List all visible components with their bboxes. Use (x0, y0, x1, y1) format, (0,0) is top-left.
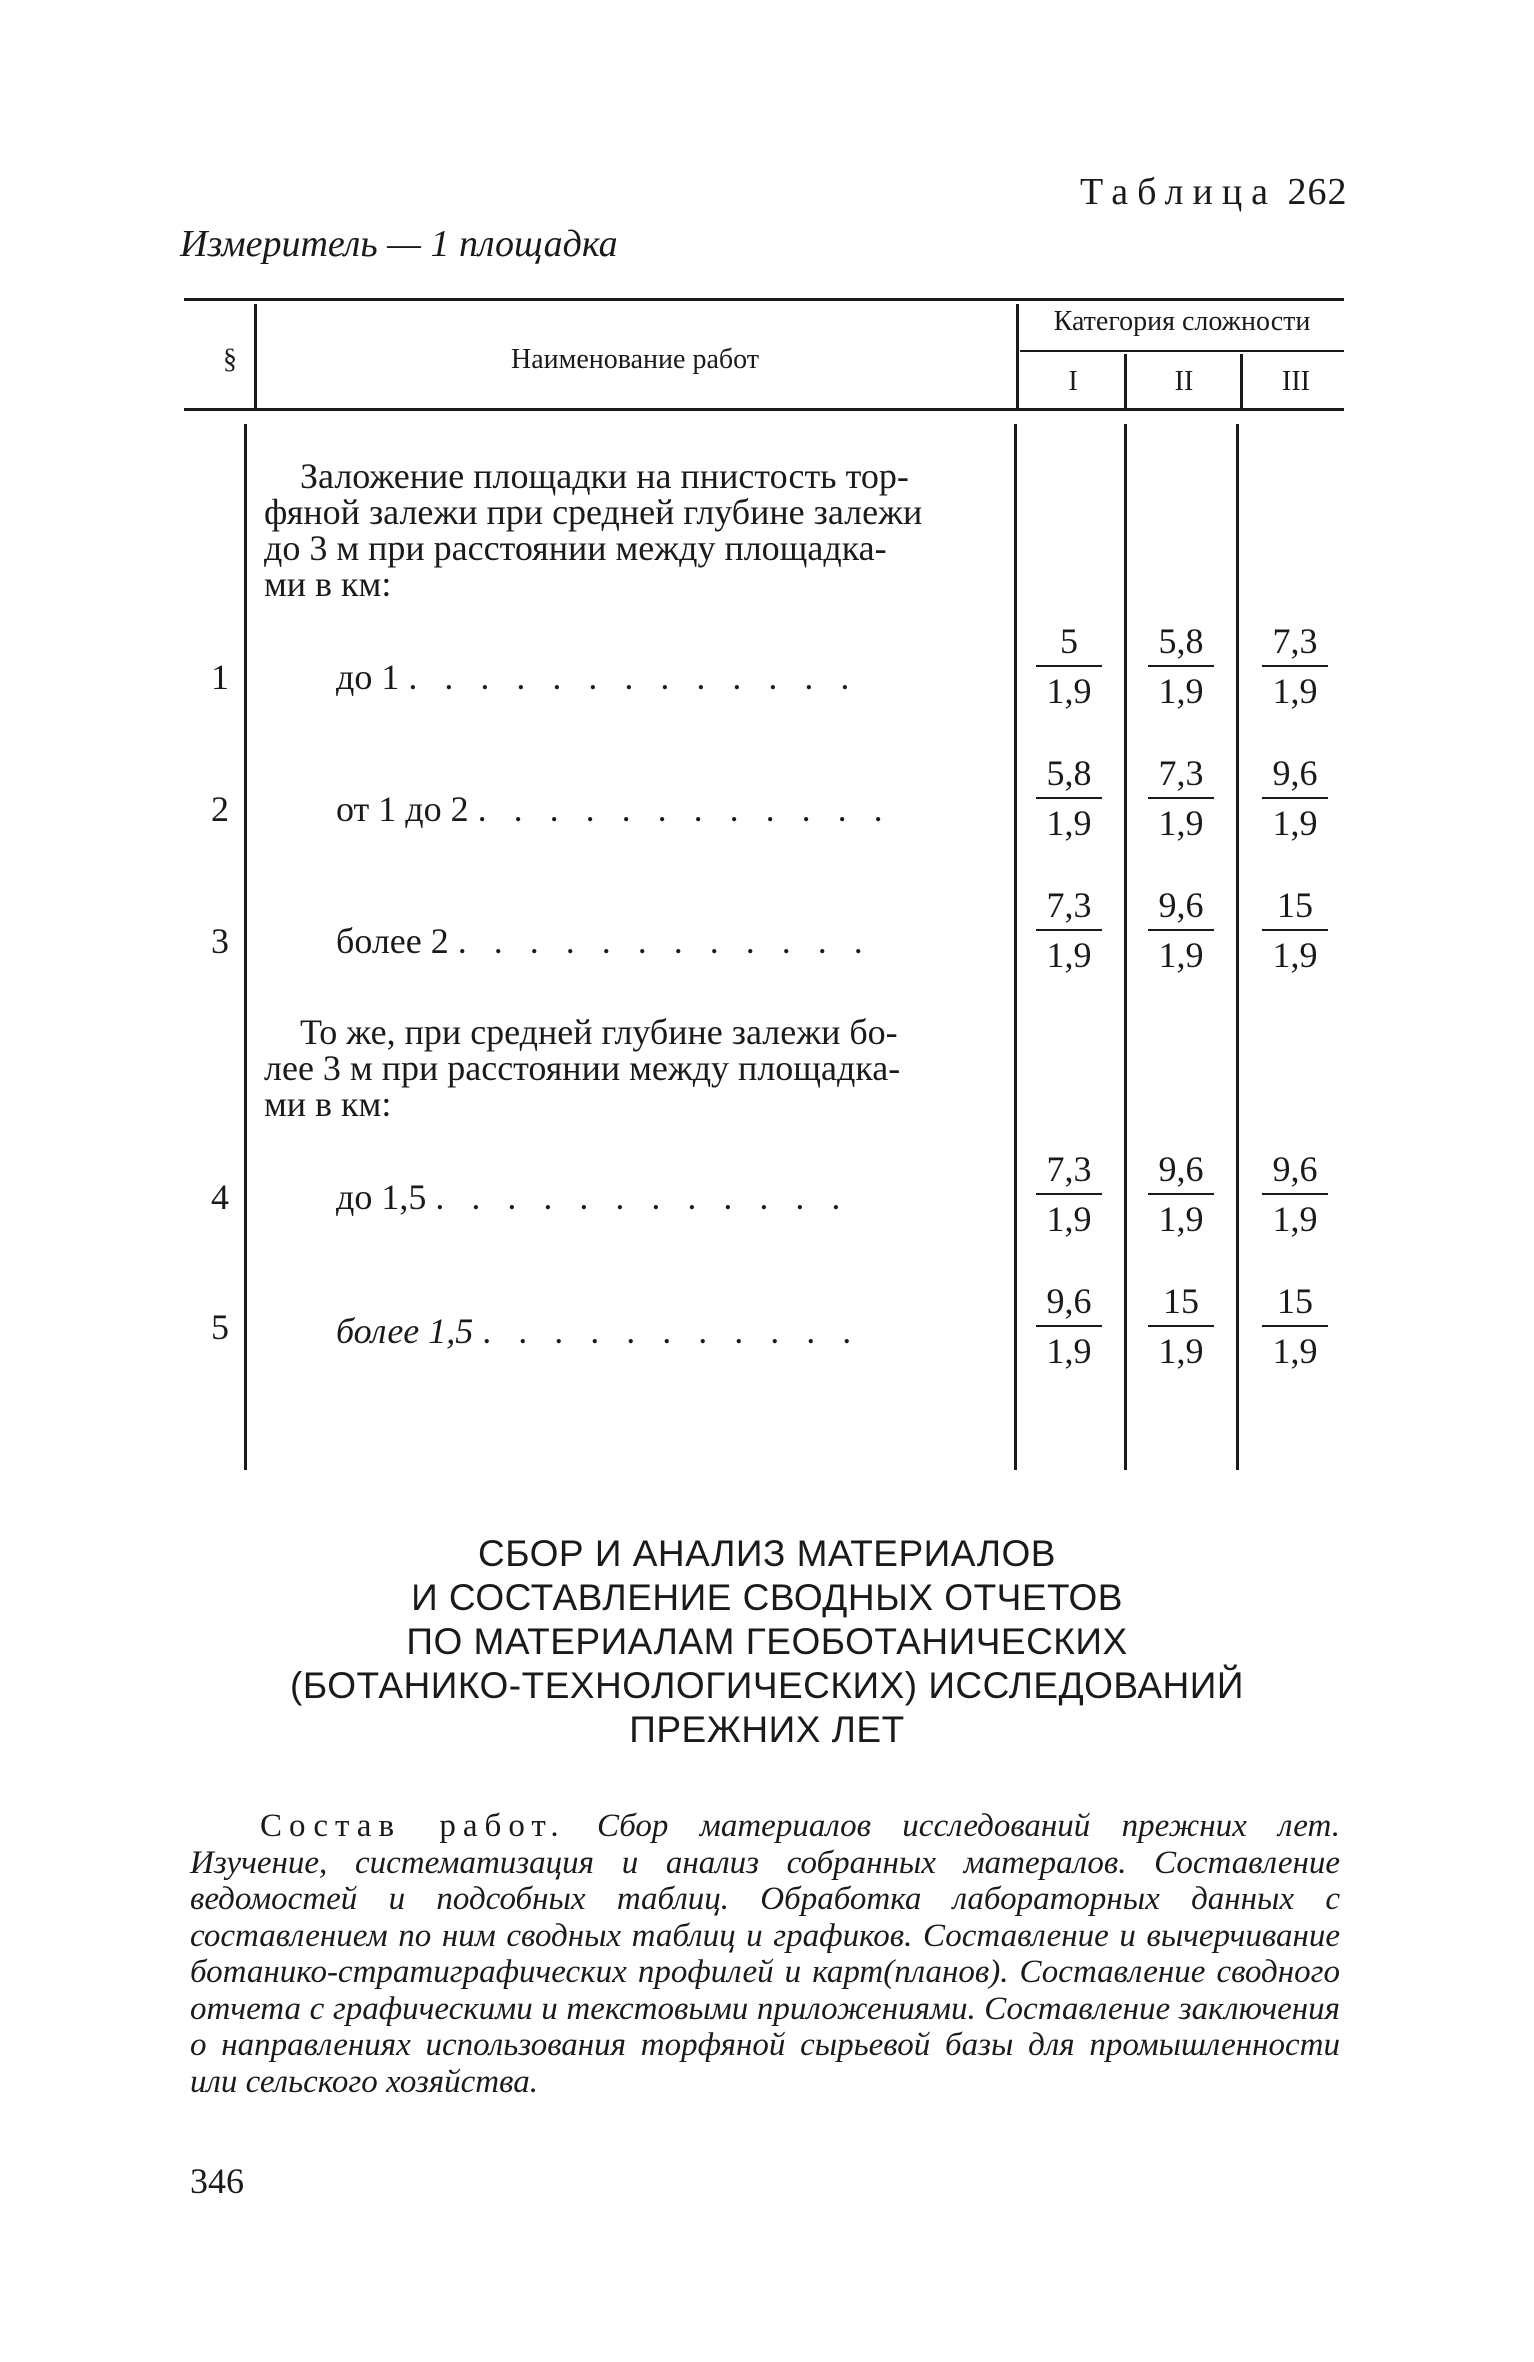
numerator: 9,6 (1158, 1149, 1204, 1189)
numerator: 5 (1060, 621, 1078, 661)
body-divider-section (244, 424, 247, 1470)
denominator: 1,9 (1272, 803, 1318, 843)
heading-line: ПРЕЖНИХ ЛЕТ (629, 1709, 905, 1750)
denominator: 1,9 (1046, 1331, 1092, 1371)
leader-dots: . . . . . . . . . . . . (457, 921, 872, 961)
measure-unit: Измеритель — 1 площадка (180, 223, 618, 265)
col-divider-name (1016, 304, 1019, 408)
fraction-bar (1148, 929, 1214, 931)
header-category: Категория сложности (1053, 306, 1311, 337)
row-number: 4 (211, 1177, 229, 1217)
heading-line: СБОР И АНАЛИЗ МАТЕРИАЛОВ (478, 1533, 1056, 1574)
intro-line: ми в км: (264, 1084, 392, 1124)
header-cat-3: III (1282, 366, 1310, 397)
fraction-bar (1036, 929, 1102, 931)
paragraph-text: Сбор материалов исследований прежних лет. Изучение, систематизация и анализ собранных матералов. Составление ведомостей и подсобных таблиц. Обработка лабораторных данных с составлением по ним сводных таблиц и графиков. Составление и вычерчивание ботанико-стратиграфических профилей и карт(планов). Составление сводного отчета с графическими и текстовыми приложениями. Составление заключения о направлениях использования торфяной сырьевой базы для промышленности или сельского хозяйства. (190, 1808, 1341, 2100)
fraction-cell (1250, 752, 1340, 844)
row-label-text: от 1 до 2 (336, 789, 469, 829)
row-label (336, 920, 1076, 962)
fraction-bar (1262, 665, 1328, 667)
fraction-cell (1250, 884, 1340, 976)
row-label (336, 1310, 1076, 1352)
fraction-bar (1148, 665, 1214, 667)
table-top-rule (184, 298, 1344, 301)
fraction-cell (1136, 884, 1226, 976)
denominator: 1,9 (1046, 803, 1092, 843)
fraction-cell (1136, 752, 1226, 844)
heading-line: (БОТАНИКО-ТЕХНОЛОГИЧЕСКИХ) ИССЛЕДОВАНИЙ (290, 1665, 1244, 1706)
intro-line: Заложение площадки на пнистость тор- (300, 456, 909, 496)
denominator: 1,9 (1272, 1199, 1318, 1239)
row-label-text: до 1 (336, 657, 400, 697)
numerator: 7,3 (1272, 621, 1318, 661)
leader-dots: . . . . . . . . . . . . (435, 1177, 850, 1217)
numerator: 7,3 (1046, 1149, 1092, 1189)
category-subrule (1020, 350, 1344, 352)
denominator: 1,9 (1158, 1331, 1204, 1371)
intro-line: ми в км: (264, 564, 392, 604)
denominator: 1,9 (1046, 671, 1092, 711)
numerator: 15 (1277, 1281, 1313, 1321)
fraction-bar (1148, 797, 1214, 799)
table-caption-word: Таблица (1080, 171, 1278, 213)
row-label-text: более 2 (336, 921, 449, 961)
fraction-cell (1024, 1148, 1114, 1240)
section-heading (0, 1532, 1534, 1752)
fraction-cell (1024, 1280, 1114, 1372)
intro-line: лее 3 м при расстоянии между площадка- (264, 1048, 901, 1088)
body-divider-cat23 (1236, 424, 1239, 1470)
numerator: 15 (1277, 885, 1313, 925)
intro-line: до 3 м при расстоянии между площадка- (264, 528, 887, 568)
col-divider-cat23 (1240, 354, 1243, 408)
row-label (336, 1176, 1076, 1218)
fraction-cell (1024, 752, 1114, 844)
fraction-bar (1036, 797, 1102, 799)
numerator: 5,8 (1158, 621, 1204, 661)
header-cat-2: II (1174, 366, 1194, 397)
body-paragraph (190, 1808, 1340, 2100)
leader-dots: . . . . . . . . . . . (482, 1311, 861, 1351)
fraction-cell (1250, 1148, 1340, 1240)
fraction-cell (1136, 1280, 1226, 1372)
page-number: 346 (190, 2161, 244, 2201)
fraction-cell (1024, 620, 1114, 712)
row-label (336, 656, 1076, 698)
table-caption-number: 262 (1287, 171, 1348, 213)
denominator: 1,9 (1158, 803, 1204, 843)
intro-line: То же, при средней глубине залежи бо- (300, 1012, 898, 1052)
row-number: 1 (211, 657, 229, 697)
heading-line: И СОСТАВЛЕНИЕ СВОДНЫХ ОТЧЕТОВ (411, 1577, 1123, 1618)
fraction-cell (1136, 620, 1226, 712)
paragraph-lead: Состав работ. (260, 1808, 566, 1844)
denominator: 1,9 (1046, 935, 1092, 975)
numerator: 7,3 (1046, 885, 1092, 925)
table-caption (1080, 170, 1348, 214)
numerator: 15 (1163, 1281, 1199, 1321)
row-label (336, 788, 1076, 830)
numerator: 9,6 (1046, 1281, 1092, 1321)
denominator: 1,9 (1158, 935, 1204, 975)
row-number: 5 (211, 1307, 229, 1347)
row-number: 3 (211, 921, 229, 961)
fraction-bar (1262, 929, 1328, 931)
fraction-bar (1262, 797, 1328, 799)
header-section: § (223, 344, 237, 375)
numerator: 9,6 (1272, 1149, 1318, 1189)
fraction-bar (1148, 1193, 1214, 1195)
header-name: Наименование работ (511, 344, 759, 375)
numerator: 7,3 (1158, 753, 1204, 793)
heading-line: ПО МАТЕРИАЛАМ ГЕОБОТАНИЧЕСКИХ (406, 1621, 1128, 1662)
row-label-text: до 1,5 (336, 1177, 427, 1217)
fraction-bar (1148, 1325, 1214, 1327)
denominator: 1,9 (1046, 1199, 1092, 1239)
denominator: 1,9 (1158, 671, 1204, 711)
fraction-bar (1262, 1325, 1328, 1327)
col-divider-cat12 (1124, 354, 1127, 408)
body-divider-cat12 (1124, 424, 1127, 1470)
fraction-bar (1036, 665, 1102, 667)
numerator: 9,6 (1158, 885, 1204, 925)
row-label-text: более 1,5 (336, 1311, 474, 1351)
denominator: 1,9 (1272, 1331, 1318, 1371)
fraction-bar (1036, 1193, 1102, 1195)
fraction-cell (1024, 884, 1114, 976)
leader-dots: . . . . . . . . . . . . . (408, 657, 859, 697)
denominator: 1,9 (1158, 1199, 1204, 1239)
fraction-bar (1036, 1325, 1102, 1327)
denominator: 1,9 (1272, 671, 1318, 711)
row-number: 2 (211, 789, 229, 829)
table-header-rule (184, 408, 1344, 411)
numerator: 9,6 (1272, 753, 1318, 793)
numerator: 5,8 (1046, 753, 1092, 793)
fraction-cell (1250, 620, 1340, 712)
denominator: 1,9 (1272, 935, 1318, 975)
fraction-bar (1262, 1193, 1328, 1195)
fraction-cell (1136, 1148, 1226, 1240)
col-divider-section (254, 304, 257, 408)
intro-line: фяной залежи при средней глубине залежи (264, 492, 923, 532)
header-cat-1: I (1068, 366, 1078, 397)
leader-dots: . . . . . . . . . . . . (477, 789, 892, 829)
fraction-cell (1250, 1280, 1340, 1372)
